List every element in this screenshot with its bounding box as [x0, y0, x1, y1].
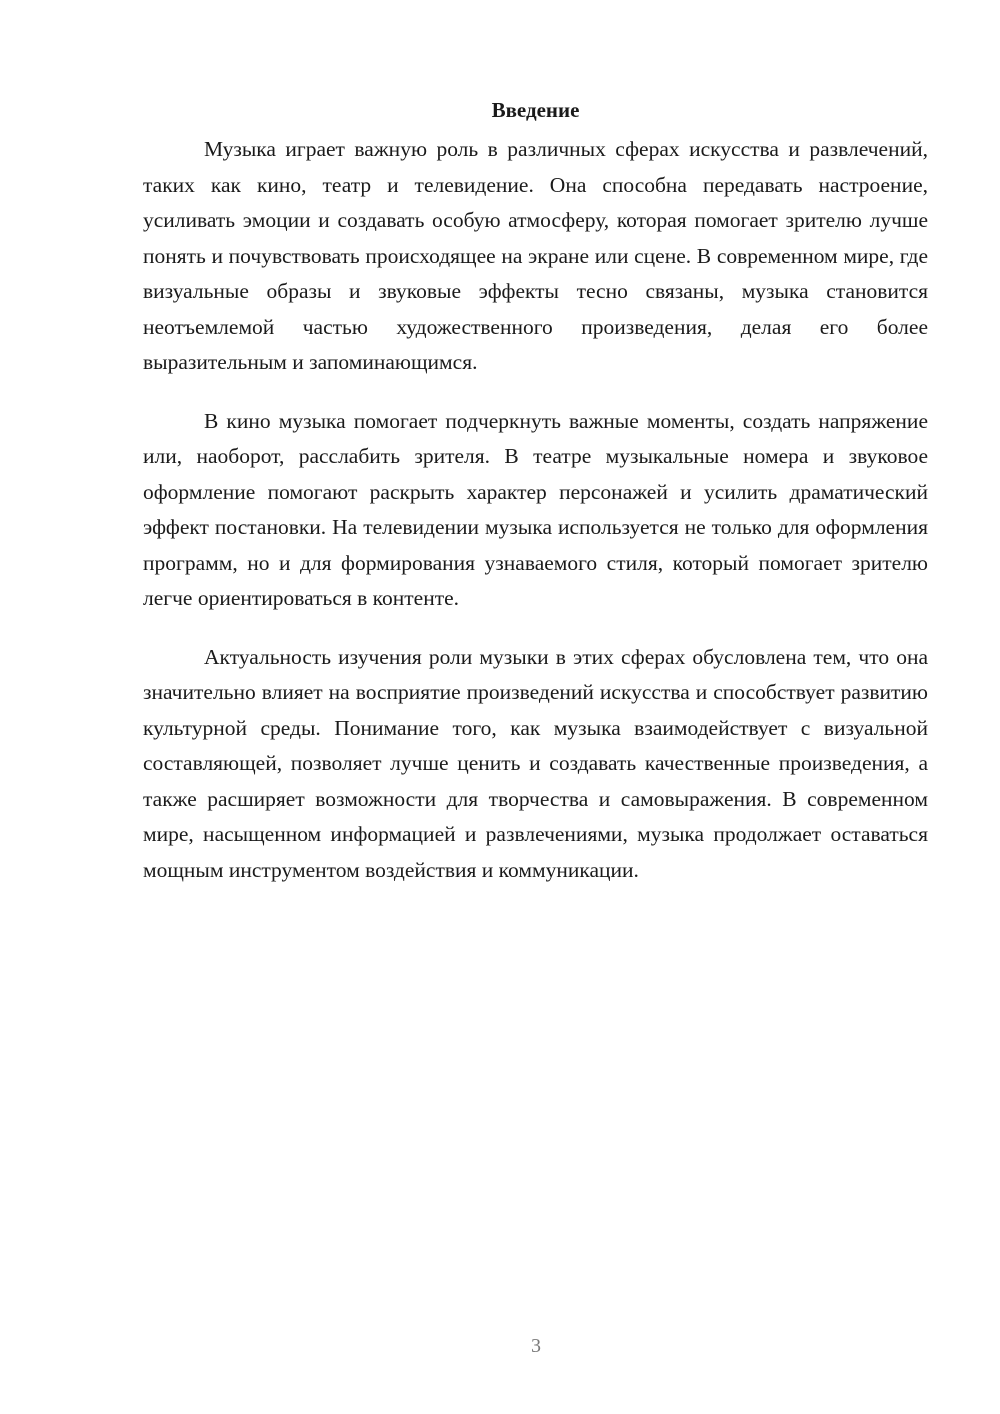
page-title: Введение [491, 98, 580, 122]
page-content [143, 96, 928, 911]
page-number: 3 [531, 1335, 541, 1357]
paragraph-2: В кино музыка помогает подчеркнуть важные моменты, создать напряжение или, наоборот, расслабить зрителя. В театре музыкальные номера и звуковое оформление помогают раскрыть характер персонажей и усилить драматический эффект постановки. На телевидении музыка используется не только для оформления программ, но и для формирования узнаваемого стиля, который помогает зрителю легче ориентироваться в контенте. [143, 408, 928, 610]
paragraph-1: Музыка играет важную роль в различных сферах искусства и развлечений, таких как кино, театр и телевидение. Она способна передавать настроение, усиливать эмоции и создавать особую атмосферу, которая помогает зрителю лучше понять и почувствовать происходящее на экране или сцене. В современном мире, где визуальные образы и звуковые эффекты тесно связаны, музыка становится неотъемлемой частью художественного произведения, делая его более выразительным и запоминающимся. [143, 137, 928, 374]
paragraph-3: Актуальность изучения роли музыки в этих сферах обусловлена тем, что она значительно влияет на восприятие произведений искусства и способствует развитию культурной среды. Понимание того, как музыка взаимодействует с визуальной составляющей, позволяет лучше ценить и создавать качественные произведения, а также расширяет возможности для творчества и самовыражения. В современном мире, насыщенном информацией и развлечениями, музыка продолжает оставаться мощным инструментом воздействия и коммуникации. [143, 644, 928, 882]
